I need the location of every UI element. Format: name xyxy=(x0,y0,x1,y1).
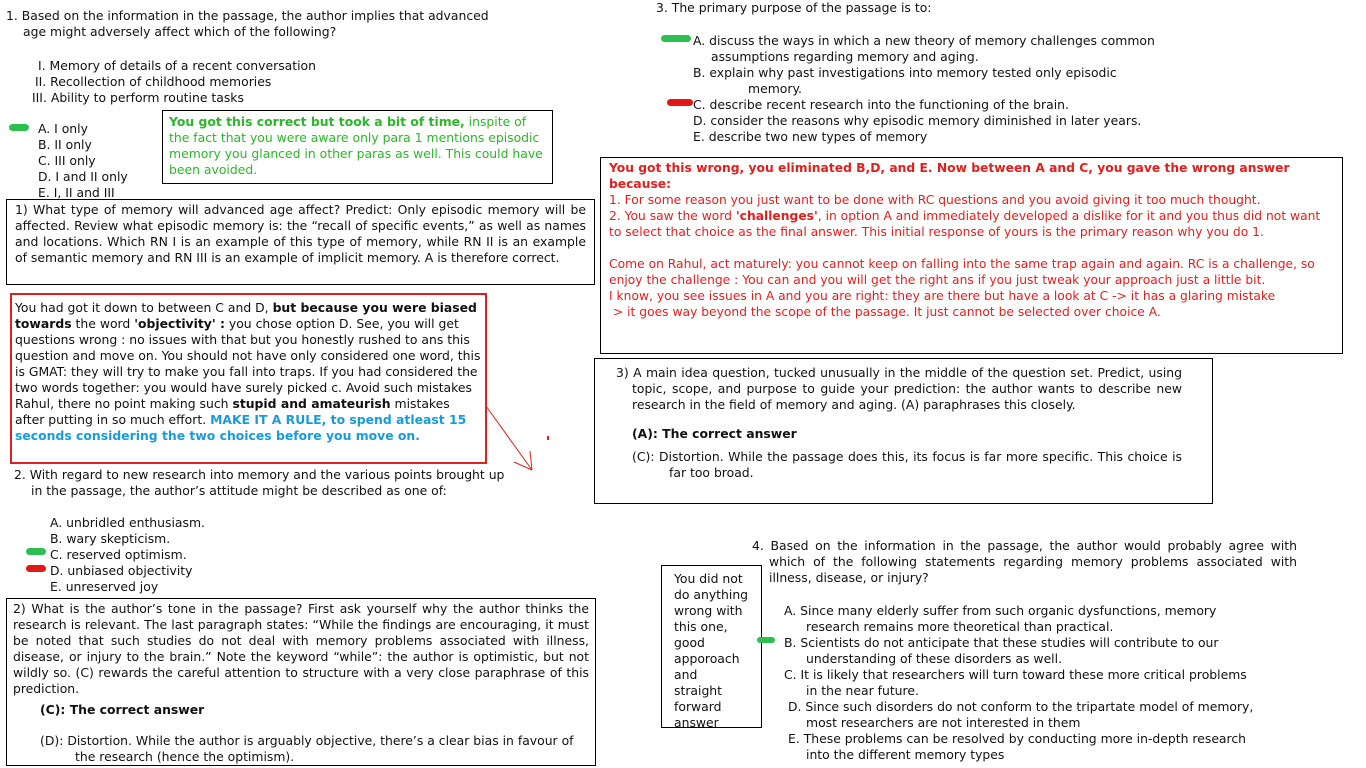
q1-options xyxy=(38,121,128,200)
q3-feedback-issue: I know, you see issues in A and you are right: they are there but have a look at C -> it has a glaring mistake xyxy=(609,289,1276,303)
q4-option-b[interactable]: B. Scientists do not anticipate that these studies will contribute to our xyxy=(784,635,1219,650)
q4-option-d-cont: most researchers are not interested in them xyxy=(806,715,1081,730)
q3-feedback-point-2 xyxy=(609,208,1334,240)
q3-feedback-point-1: 1. For some reason you just want to be done with RC questions and you avoid giving it too much thought. xyxy=(609,193,1261,207)
q4-option-e[interactable]: E. These problems can be resolved by conducting more in-depth research xyxy=(788,731,1247,746)
q1-item: III. Ability to perform routine tasks xyxy=(32,90,244,105)
q1-option-e[interactable]: E. I, II and III xyxy=(38,185,115,200)
q3-feedback-heading: You got this wrong, you eliminated B,D, and E. Now between A and C, you gave the wrong answer because: xyxy=(609,161,1290,191)
q2-explanation-box xyxy=(6,598,596,766)
q1-item: II. Recollection of childhood memories xyxy=(35,74,272,89)
q4-option-d[interactable]: D. Since such disorders do not conform to the tripartate model of memory, xyxy=(788,699,1254,714)
q2-distortion-text: (D): Distortion. While the author is arguably objective, there’s a clear bias in favour of the research (hence the optimism). xyxy=(40,733,574,764)
q3-feedback-text: , in option A and immediately developed a dislike for it and you thus did not want to select that choice as the final answer. This initial response of yours is the primary reason why you do 1. xyxy=(609,209,1321,239)
q4-note-box xyxy=(661,565,762,728)
q3-option-b[interactable]: B. explain why past investigations into memory tested only episodic xyxy=(693,65,1117,80)
note-rule: MAKE IT A RULE, to spend atleast 15 seconds considering the two choices before you move on. xyxy=(15,412,467,443)
q3-feedback-bold: 'challenges' xyxy=(735,209,818,223)
wrong-marker-icon xyxy=(26,565,46,572)
note-bold: 'objectivity' : xyxy=(134,316,225,331)
note-text: mistakes after putting in so much effort. xyxy=(15,396,450,427)
q2-distortion xyxy=(13,733,589,765)
q3-options xyxy=(693,33,1188,145)
q3-option-d[interactable]: D. consider the reasons why episodic memory diminished in later years. xyxy=(693,113,1142,128)
wrong-marker-icon xyxy=(667,99,693,106)
note-bold: but because you were biased towards xyxy=(15,300,477,331)
q4-option-e-cont: into the different memory types xyxy=(806,747,1005,762)
q2-options xyxy=(50,515,205,595)
q1-stem-line-1: 1. Based on the information in the passage, the author implies that advanced xyxy=(6,8,489,23)
q4-note-text: You did not do anything wrong with this one, good apporoach and straight forward answer xyxy=(674,571,749,730)
q4-option-c-cont: in the near future. xyxy=(806,683,919,698)
q2-note-box xyxy=(10,293,487,464)
note-text: You had got it down to between C and D, xyxy=(15,300,273,315)
q1-explanation-box xyxy=(6,199,595,285)
q4-option-a[interactable]: A. Since many elderly suffer from such organic dysfunctions, memory xyxy=(784,603,1217,618)
q2-option-b[interactable]: B. wary skepticism. xyxy=(50,531,171,546)
q3-correct-answer: (A): The correct answer xyxy=(632,426,797,441)
note-text: you chose option D. See, you will get questions wrong : no issues with that but you honestly rushed to ans this question and move on. You should not have only considered one word, this is GMAT: they will try to make you fall into traps. If you had considered the two words together: you would have surely picked c. Avoid such mistakes Rahul, there no point making such xyxy=(15,316,481,411)
q1-stem xyxy=(6,8,489,40)
q2-option-d[interactable]: D. unbiased objectivity xyxy=(50,563,193,578)
q3-feedback-advice: Come on Rahul, act maturely: you cannot keep on falling into the same trap again and again. RC is a challenge, so enjoy the challenge : You can and you will get the right ans if you just tweak your approach just a little bit. xyxy=(609,257,1315,287)
selected-marker-icon xyxy=(661,35,691,42)
selected-marker-icon xyxy=(26,548,46,555)
q3-feedback-text: 2. You saw the word xyxy=(609,209,736,223)
q4-option-c[interactable]: C. It is likely that researchers will turn toward these more critical problems xyxy=(784,667,1247,682)
q3-option-a-cont: assumptions regarding memory and aging. xyxy=(711,49,979,64)
q3-option-b-cont: memory. xyxy=(748,81,802,96)
q3-distortion: (C): Distortion. While the passage does this, its focus is far more specific. This choice is far too broad. xyxy=(632,449,1182,480)
q2-stem xyxy=(14,467,504,499)
q2-explanation-text: 2) What is the author’s tone in the passage? First ask yourself why the author thinks the research is relevant. The last paragraph states: “While the findings are encouraging, it must be noted that such studies do not deal with memory problems associated with illness, disease, or injury to the brain.” Note the keyword “while”: the author is optimistic, but not wildly so. (C) rewards the careful attention to structure with a very close paraphrase of this prediction. xyxy=(13,601,589,696)
q3-explanation-text: 3) A main idea question, tucked unusually in the middle of the question set. Predict, using topic, scope, and purpose to guide your prediction: the author wants to describe new research in the field of memory and aging. (A) paraphrases this closely. xyxy=(616,365,1182,412)
q1-option-c[interactable]: C. III only xyxy=(38,153,96,168)
q3-option-c[interactable]: C. describe recent research into the functioning of the brain. xyxy=(693,97,1069,112)
q3-explanation-box xyxy=(594,358,1213,504)
q1-option-b[interactable]: B. II only xyxy=(38,137,92,152)
q3-option-e[interactable]: E. describe two new types of memory xyxy=(693,129,928,144)
q4-option-b-cont: understanding of these disorders as well. xyxy=(806,651,1063,666)
q3-option-a[interactable]: A. discuss the ways in which a new theory of memory challenges common xyxy=(693,33,1155,48)
q4-stem: 4. Based on the information in the passage, the author would probably agree with which of the following statements regarding memory problems associated with illness, disease, or injury? xyxy=(752,538,1297,585)
q1-feedback-bold: You got this correct but took a bit of time, xyxy=(169,114,465,129)
q4-option-a-cont: research remains more theoretical than practical. xyxy=(806,619,1114,634)
q1-explanation-text: 1) What type of memory will advanced age affect? Predict: Only episodic memory will be affected. Review what episodic memory is: the “recall of specific events,” as well as names and locations. Which RN I is an example of this type of memory, while RN II is an example of semantic memory and RN III is an example of implicit memory. A is therefore correct. xyxy=(15,202,586,265)
q4-options xyxy=(784,603,1281,763)
q1-feedback-text: inspite of the fact that you were aware only para 1 mentions episodic memory you glanced in other paras as well. This could have been avoided. xyxy=(169,114,543,177)
q1-option-a[interactable]: A. I only xyxy=(38,121,88,136)
q1-option-d[interactable]: D. I and II only xyxy=(38,169,128,184)
note-text: the word xyxy=(71,316,135,331)
q3-feedback-box xyxy=(600,157,1343,354)
q2-option-a[interactable]: A. unbridled enthusiasm. xyxy=(50,515,205,530)
q1-item: I. Memory of details of a recent conversation xyxy=(38,58,316,73)
q1-stem-line-2: age might adversely affect which of the following? xyxy=(23,24,337,39)
q2-option-c[interactable]: C. reserved optimism. xyxy=(50,547,187,562)
q2-stem-line-1: 2. With regard to new research into memory and the various points brought up xyxy=(14,467,505,482)
q3-feedback-scope: > it goes way beyond the scope of the passage. It just cannot be selected over choice A. xyxy=(609,305,1161,319)
q2-correct-answer: (C): The correct answer xyxy=(40,702,205,717)
selected-marker-icon xyxy=(757,637,775,643)
q2-option-e[interactable]: E. unreserved joy xyxy=(50,579,159,594)
q1-items xyxy=(32,58,316,106)
q3-stem: 3. The primary purpose of the passage is to: xyxy=(656,0,932,15)
q1-feedback-box xyxy=(162,110,553,184)
note-bold: stupid and amateurish xyxy=(232,396,391,411)
selected-marker-icon xyxy=(9,124,29,131)
q2-stem-line-2: in the passage, the author’s attitude might be described as one of: xyxy=(31,483,447,498)
